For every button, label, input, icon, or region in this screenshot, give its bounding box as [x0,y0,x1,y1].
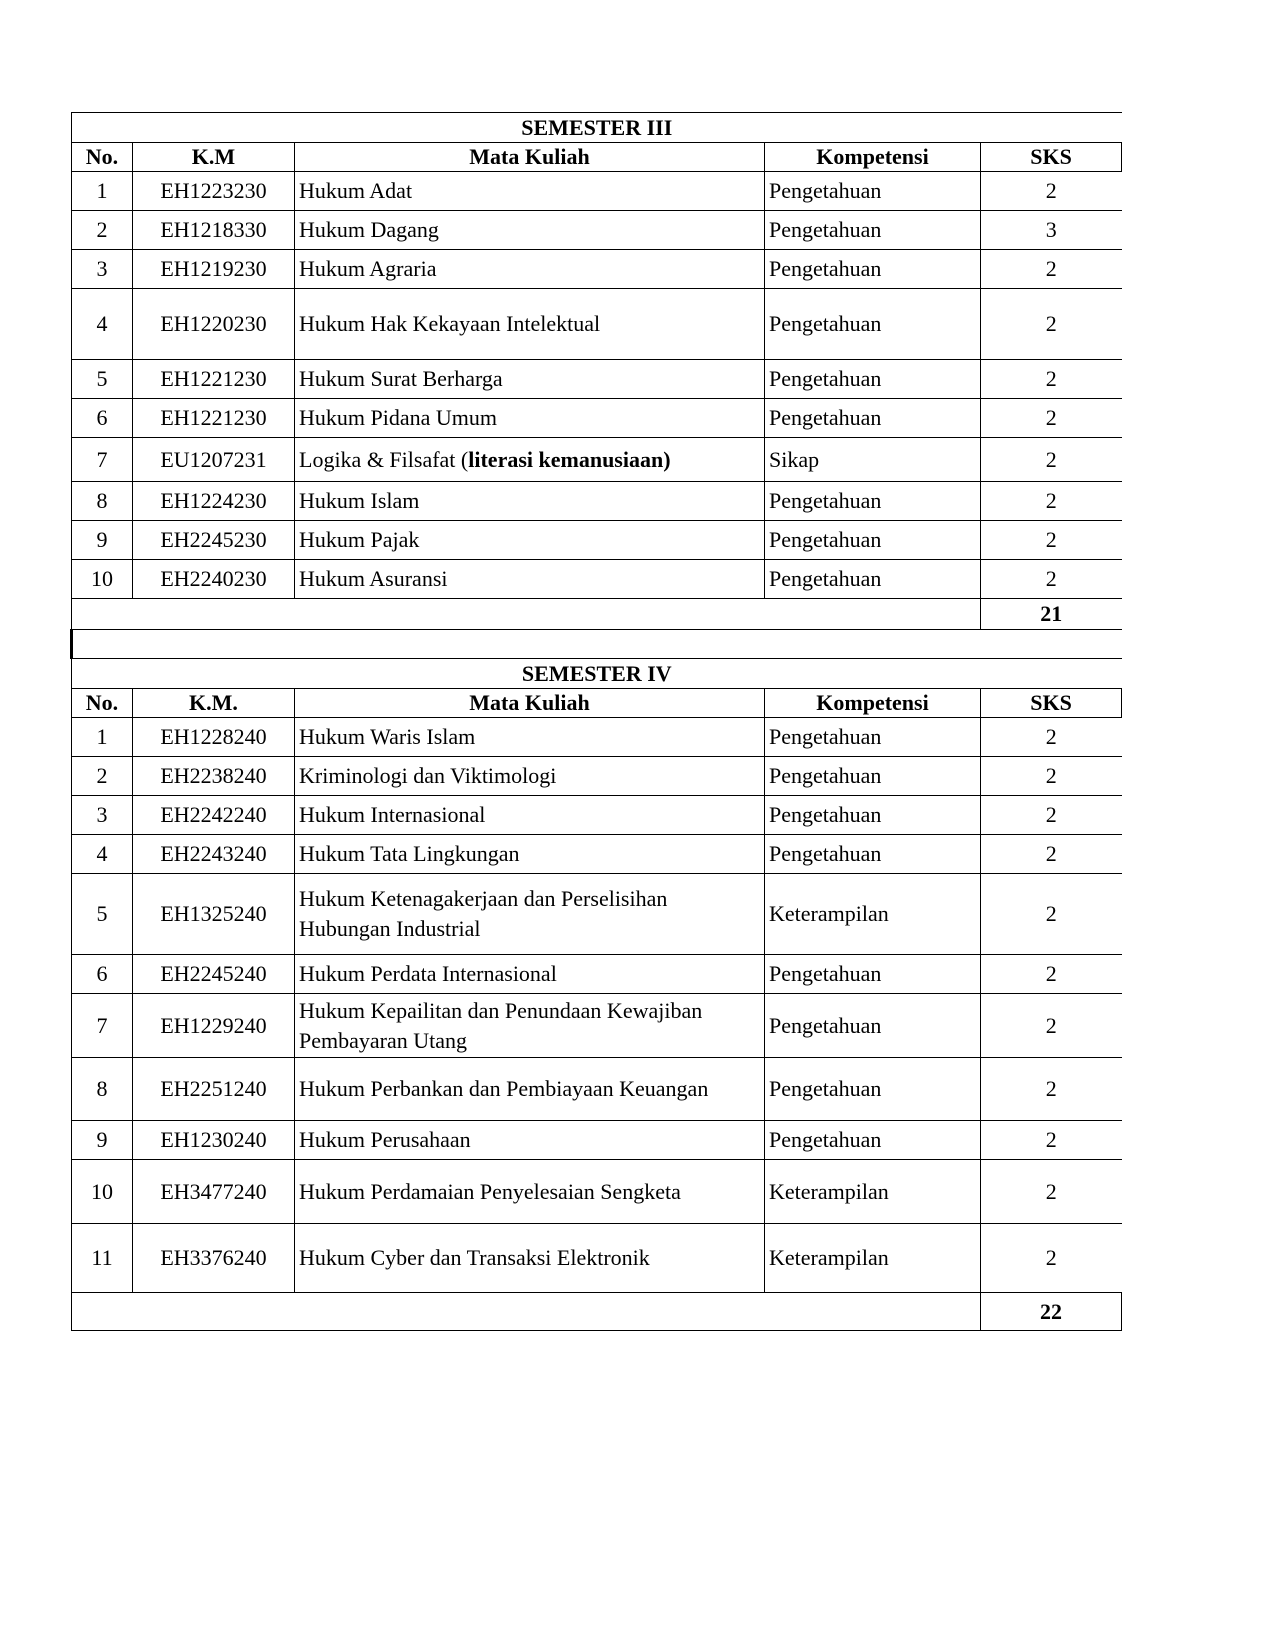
semester-spacer-row [72,630,1122,659]
col-header-sks: SKS [981,143,1122,172]
col-header-no: No. [72,689,133,718]
row-km: EH3376240 [133,1224,295,1293]
semester-4-title-row [72,659,1122,689]
row-sks: 2 [981,289,1122,360]
row-sks: 2 [981,835,1122,874]
row-km: EH2238240 [133,757,295,796]
row-mata-kuliah: Hukum Tata Lingkungan [295,835,765,874]
row-no: 3 [72,250,133,289]
row-kompetensi: Sikap [765,438,981,482]
row-kompetensi: Pengetahuan [765,172,981,211]
row-km: EH1230240 [133,1121,295,1160]
total-label-cell [72,1293,981,1331]
row-km: EH1223230 [133,172,295,211]
table-row [72,757,1122,796]
total-label-cell [72,599,981,630]
row-mata-kuliah: Hukum Internasional [295,796,765,835]
row-sks: 2 [981,399,1122,438]
table-row [72,289,1122,360]
row-kompetensi: Pengetahuan [765,796,981,835]
row-no: 7 [72,994,133,1058]
row-no: 4 [72,289,133,360]
table-row [72,1058,1122,1121]
table-row [72,482,1122,521]
row-no: 11 [72,1224,133,1293]
row-km: EH2243240 [133,835,295,874]
row-km: EH2240230 [133,560,295,599]
table-row [72,1121,1122,1160]
row-sks: 2 [981,1121,1122,1160]
row-mata-kuliah: Hukum Dagang [295,211,765,250]
table-row [72,796,1122,835]
row-kompetensi: Pengetahuan [765,757,981,796]
table-row [72,1224,1122,1293]
table-row [72,521,1122,560]
col-header-km: K.M. [133,689,295,718]
row-kompetensi: Pengetahuan [765,360,981,399]
semester-4-header-row [72,689,1122,718]
row-no: 3 [72,796,133,835]
row-mata-kuliah: Hukum Perdamaian Penyelesaian Sengketa [295,1160,765,1224]
row-km: EU1207231 [133,438,295,482]
row-sks: 2 [981,874,1122,955]
row-km: EH1218330 [133,211,295,250]
semester-3-header-row [72,143,1122,172]
col-header-mata-kuliah: Mata Kuliah [295,689,765,718]
row-kompetensi: Keterampilan [765,1224,981,1293]
row-no: 9 [72,1121,133,1160]
table-row [72,874,1122,955]
row-km: EH1325240 [133,874,295,955]
row-kompetensi: Pengetahuan [765,289,981,360]
row-no: 1 [72,718,133,757]
row-no: 2 [72,757,133,796]
row-sks: 2 [981,994,1122,1058]
col-header-kompetensi: Kompetensi [765,689,981,718]
table-row [72,835,1122,874]
row-sks: 2 [981,521,1122,560]
row-sks: 2 [981,796,1122,835]
row-km: EH1221230 [133,399,295,438]
row-kompetensi: Pengetahuan [765,955,981,994]
row-kompetensi: Pengetahuan [765,1058,981,1121]
row-no: 2 [72,211,133,250]
row-km: EH1224230 [133,482,295,521]
row-no: 6 [72,955,133,994]
row-mata-kuliah: Hukum Agraria [295,250,765,289]
row-mata-kuliah: Hukum Waris Islam [295,718,765,757]
row-kompetensi: Pengetahuan [765,718,981,757]
semester-3-title: SEMESTER III [72,113,1122,143]
col-header-mata-kuliah: Mata Kuliah [295,143,765,172]
row-mata-kuliah: Hukum Adat [295,172,765,211]
row-mata-kuliah: Hukum Perdata Internasional [295,955,765,994]
semester-4-title: SEMESTER IV [72,659,1122,689]
row-mata-kuliah: Hukum Cyber dan Transaksi Elektronik [295,1224,765,1293]
row-mata-kuliah: Hukum Islam [295,482,765,521]
row-sks: 2 [981,438,1122,482]
table-row [72,399,1122,438]
row-mata-kuliah: Hukum Hak Kekayaan Intelektual [295,289,765,360]
table-row [72,360,1122,399]
row-kompetensi: Keterampilan [765,874,981,955]
row-sks: 2 [981,1058,1122,1121]
row-kompetensi: Pengetahuan [765,835,981,874]
row-sks: 2 [981,955,1122,994]
table-row [72,718,1122,757]
row-no: 10 [72,560,133,599]
row-no: 7 [72,438,133,482]
semester-3-title-row [72,113,1122,143]
row-mata-kuliah: Hukum Perbankan dan Pembiayaan Keuangan [295,1058,765,1121]
table-row [72,438,1122,482]
row-sks: 3 [981,211,1122,250]
row-km: EH2242240 [133,796,295,835]
row-sks: 2 [981,718,1122,757]
row-km: EH1221230 [133,360,295,399]
col-header-no: No. [72,143,133,172]
row-mata-kuliah: Hukum Ketenagakerjaan dan Perselisihan Hubungan Industrial [295,874,765,955]
curriculum-table [70,112,1122,1331]
spacer-cell [72,630,1122,659]
row-sks: 2 [981,1160,1122,1224]
col-header-kompetensi: Kompetensi [765,143,981,172]
row-sks: 2 [981,1224,1122,1293]
row-mata-kuliah: Hukum Perusahaan [295,1121,765,1160]
row-no: 5 [72,874,133,955]
row-no: 1 [72,172,133,211]
table-row [72,955,1122,994]
row-kompetensi: Pengetahuan [765,1121,981,1160]
row-kompetensi: Pengetahuan [765,521,981,560]
row-kompetensi: Pengetahuan [765,482,981,521]
row-no: 4 [72,835,133,874]
semester-4-total-sks: 22 [981,1293,1122,1331]
row-km: EH1219230 [133,250,295,289]
row-kompetensi: Keterampilan [765,1160,981,1224]
row-km: EH3477240 [133,1160,295,1224]
row-kompetensi: Pengetahuan [765,560,981,599]
col-header-km: K.M [133,143,295,172]
table-row [72,1160,1122,1224]
row-mata-kuliah: Hukum Pidana Umum [295,399,765,438]
table-row [72,560,1122,599]
row-no: 5 [72,360,133,399]
row-no: 8 [72,1058,133,1121]
row-kompetensi: Pengetahuan [765,211,981,250]
row-sks: 2 [981,482,1122,521]
row-kompetensi: Pengetahuan [765,994,981,1058]
row-sks: 2 [981,172,1122,211]
curriculum-page [70,112,1120,1331]
semester-3-total-row [72,599,1122,630]
row-km: EH2245230 [133,521,295,560]
row-sks: 2 [981,757,1122,796]
row-kompetensi: Pengetahuan [765,399,981,438]
row-no: 6 [72,399,133,438]
row-no: 9 [72,521,133,560]
row-mata-kuliah: Kriminologi dan Viktimologi [295,757,765,796]
mata-kuliah-bold-text: literasi kemanusiaan) [468,446,671,472]
row-km: EH2251240 [133,1058,295,1121]
row-mata-kuliah: Hukum Surat Berharga [295,360,765,399]
row-sks: 2 [981,360,1122,399]
row-km: EH2245240 [133,955,295,994]
row-no: 10 [72,1160,133,1224]
row-mata-kuliah: Hukum Asuransi [295,560,765,599]
table-row [72,250,1122,289]
semester-4-total-row [72,1293,1122,1331]
col-header-sks: SKS [981,689,1122,718]
row-sks: 2 [981,250,1122,289]
row-no: 8 [72,482,133,521]
row-km: EH1229240 [133,994,295,1058]
mata-kuliah-text: Logika & Filsafat ( [299,446,469,472]
row-mata-kuliah: Hukum Kepailitan dan Penundaan Kewajiban Pembayaran Utang [295,994,765,1058]
row-mata-kuliah [295,438,765,482]
semester-3-total-sks: 21 [981,599,1122,630]
table-row [72,994,1122,1058]
row-km: EH1220230 [133,289,295,360]
row-mata-kuliah: Hukum Pajak [295,521,765,560]
row-kompetensi: Pengetahuan [765,250,981,289]
table-row [72,211,1122,250]
table-row [72,172,1122,211]
row-sks: 2 [981,560,1122,599]
row-km: EH1228240 [133,718,295,757]
